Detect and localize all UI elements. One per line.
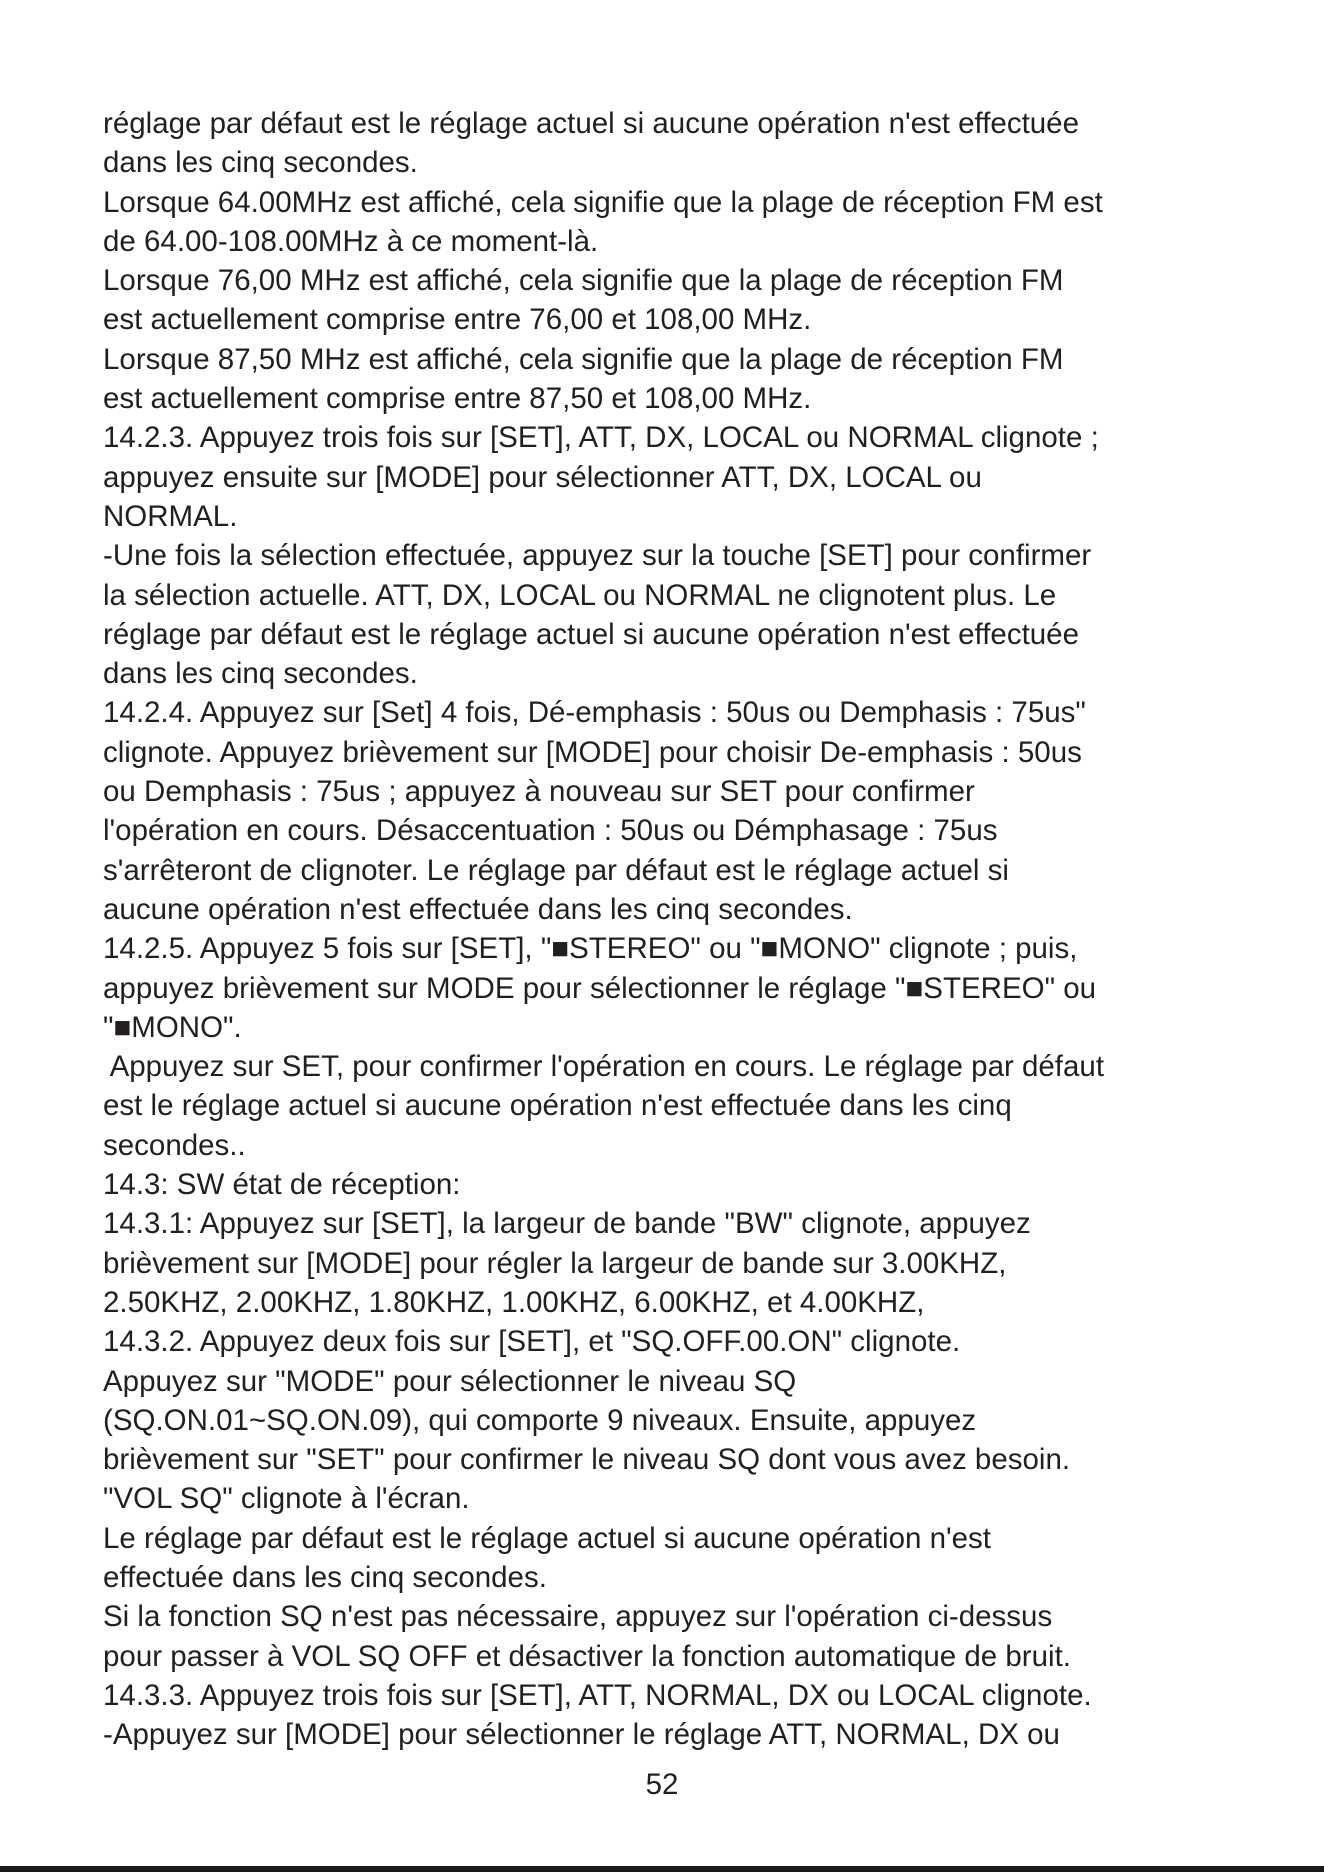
text-line: Appuyez sur "MODE" pour sélectionner le niveau SQ: [103, 1364, 797, 1398]
text-line: l'opération en cours. Désaccentuation : 50us ou Démphasage : 75us: [103, 814, 998, 848]
text-line: Si la fonction SQ n'est pas nécessaire, appuyez sur l'opération ci-dessus: [103, 1600, 1053, 1634]
text-line: brièvement sur [MODE] pour régler la largeur de bande sur 3.00KHZ,: [103, 1246, 1007, 1280]
text-line: appuyez ensuite sur [MODE] pour sélectionner ATT, DX, LOCAL ou: [103, 460, 982, 494]
text-line: "VOL SQ" clignote à l'écran.: [103, 1482, 470, 1516]
text-line: 14.3: SW état de réception:: [103, 1168, 461, 1202]
text-line: 2.50KHZ, 2.00KHZ, 1.80KHZ, 1.00KHZ, 6.00KHZ, et 4.00KHZ,: [103, 1285, 925, 1319]
text-line: la sélection actuelle. ATT, DX, LOCAL ou NORMAL ne clignotent plus. Le: [103, 578, 1057, 612]
page-body: [103, 104, 1243, 1754]
text-line: aucune opération n'est effectuée dans les cinq secondes.: [103, 892, 853, 926]
text-line: réglage par défaut est le réglage actuel si aucune opération n'est effectuée: [103, 617, 1079, 651]
text-line: Lorsque 64.00MHz est affiché, cela signifie que la plage de réception FM est: [103, 185, 1103, 219]
text-line: est actuellement comprise entre 87,50 et 108,00 MHz.: [103, 382, 812, 416]
text-line: appuyez brièvement sur MODE pour sélectionner le réglage "■STEREO" ou: [103, 971, 1097, 1005]
text-line: -Une fois la sélection effectuée, appuyez sur la touche [SET] pour confirmer: [103, 539, 1092, 573]
text-line: Le réglage par défaut est le réglage actuel si aucune opération n'est: [103, 1521, 991, 1555]
text-line: "■MONO".: [103, 1010, 242, 1044]
text-line: Lorsque 76,00 MHz est affiché, cela signifie que la plage de réception FM: [103, 264, 1064, 298]
text-line: ou Demphasis : 75us ; appuyez à nouveau sur SET pour confirmer: [103, 775, 975, 809]
text-line: réglage par défaut est le réglage actuel si aucune opération n'est effectuée: [103, 107, 1079, 140]
page-bottom-edge: [0, 1866, 1324, 1872]
text-line: NORMAL.: [103, 499, 238, 533]
text-line: 14.3.2. Appuyez deux fois sur [SET], et "SQ.OFF.00.ON" clignote.: [103, 1325, 961, 1359]
text-line: de 64.00-108.00MHz à ce moment-là.: [103, 224, 599, 258]
text-line: 14.2.5. Appuyez 5 fois sur [SET], "■STEREO" ou "■MONO" clignote ; puis,: [103, 932, 1078, 966]
text-line: effectuée dans les cinq secondes.: [103, 1560, 547, 1594]
text-line: -Appuyez sur [MODE] pour sélectionner le réglage ATT, NORMAL, DX ou: [103, 1718, 1060, 1752]
page-number: 52: [645, 1768, 679, 1801]
text-line: dans les cinq secondes.: [103, 657, 418, 691]
text-line: secondes..: [103, 1128, 246, 1162]
text-line: est le réglage actuel si aucune opération n'est effectuée dans les cinq: [103, 1089, 1012, 1123]
text-line: clignote. Appuyez brièvement sur [MODE] pour choisir De-emphasis : 50us: [103, 735, 1082, 769]
text-line: Lorsque 87,50 MHz est affiché, cela signifie que la plage de réception FM: [103, 342, 1064, 376]
text-line: 14.2.3. Appuyez trois fois sur [SET], ATT, DX, LOCAL ou NORMAL clignote ;: [103, 421, 1099, 455]
text-line: s'arrêteront de clignoter. Le réglage par défaut est le réglage actuel si: [103, 853, 1009, 887]
text-line: 14.3.3. Appuyez trois fois sur [SET], ATT, NORMAL, DX ou LOCAL clignote.: [103, 1678, 1092, 1712]
text-line: pour passer à VOL SQ OFF et désactiver la fonction automatique de bruit.: [103, 1639, 1071, 1673]
text-line: est actuellement comprise entre 76,00 et 108,00 MHz.: [103, 303, 812, 337]
text-line: Appuyez sur SET, pour confirmer l'opération en cours. Le réglage par défaut: [103, 1050, 1105, 1084]
text-line: 14.3.1: Appuyez sur [SET], la largeur de bande "BW" clignote, appuyez: [103, 1207, 1031, 1241]
text-line: brièvement sur "SET" pour confirmer le niveau SQ dont vous avez besoin.: [103, 1443, 1071, 1477]
text-line: 14.2.4. Appuyez sur [Set] 4 fois, Dé-emphasis : 50us ou Demphasis : 75us": [103, 696, 1086, 730]
text-line: dans les cinq secondes.: [103, 146, 418, 180]
text-line: (SQ.ON.01~SQ.ON.09), qui comporte 9 niveaux. Ensuite, appuyez: [103, 1403, 977, 1437]
